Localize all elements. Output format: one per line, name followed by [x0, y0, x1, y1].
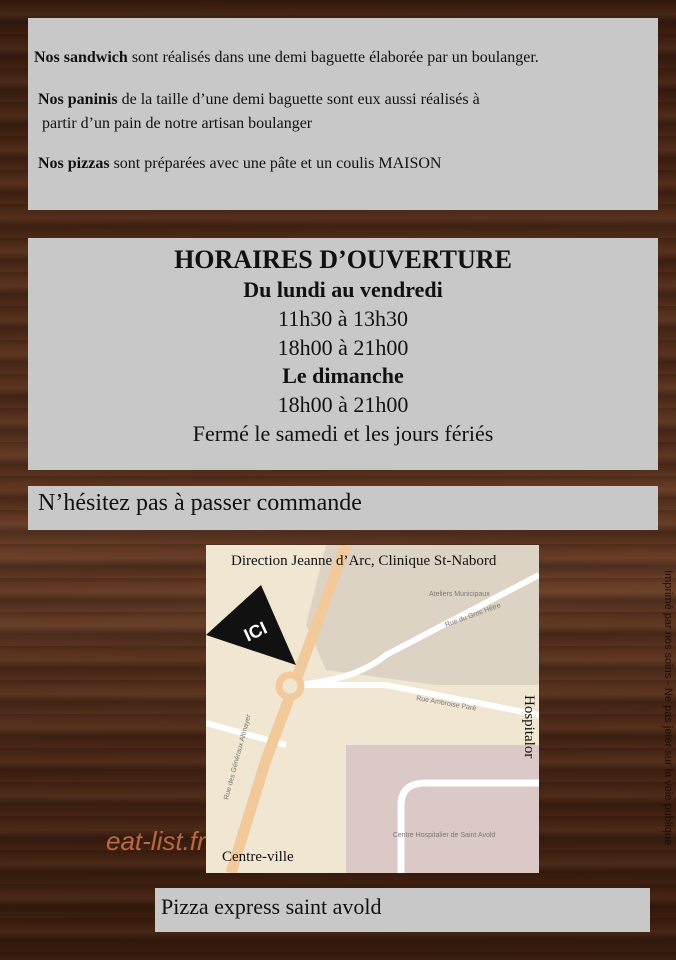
pizza-paragraph	[34, 152, 658, 176]
weekday-slot-1: 11h30 à 13h30	[278, 306, 408, 331]
sandwich-paragraph	[34, 46, 658, 70]
intro-panel	[28, 18, 658, 210]
main-road	[231, 545, 346, 873]
panini-heading: Nos paninis	[38, 91, 118, 108]
pizza-text: sont préparées avec une pâte et un coulis MAISON	[109, 155, 442, 172]
side-print-text: Imprimé par nos soins - Ne pas jeter sur la voie publique	[662, 570, 674, 846]
weekday-slot-2: 18h00 à 21h00	[277, 335, 409, 360]
centre-ville-label: Centre-ville	[222, 849, 294, 865]
sunday-label: Le dimanche	[282, 363, 404, 388]
hospital-area	[346, 745, 539, 873]
sandwich-heading: Nos sandwich	[34, 49, 128, 66]
sunday-slot: 18h00 à 21h00	[277, 392, 409, 417]
street-centre-hospitalier: Centre Hospitalier de Saint Avold	[392, 832, 496, 839]
panini-paragraph	[34, 88, 658, 136]
here-marker-label: ICI	[240, 617, 271, 646]
street-ambroise-pare: Rue Ambroise Paré	[415, 695, 477, 713]
watermark: eat-list.fr	[106, 826, 206, 856]
street-ateliers: Ateliers Municipaux	[429, 591, 490, 598]
footer-banner: Pizza express saint avold	[155, 888, 650, 932]
map-drawing	[206, 545, 539, 873]
panini-text-line2: partir d’un pain de notre artisan boulanger	[42, 115, 313, 132]
hospital-label: Hospitalor	[521, 695, 537, 759]
weekday-label: Du lundi au vendredi	[243, 277, 443, 302]
opening-hours-panel	[28, 238, 658, 470]
pizza-heading: Nos pizzas	[38, 155, 110, 172]
order-banner: N’hésitez pas à passer commande	[28, 486, 658, 530]
sandwich-text: sont réalisés dans une demi baguette élaborée par un boulanger.	[127, 49, 539, 66]
hours-title: HORAIRES D’OUVERTURE	[174, 245, 512, 274]
street-generaux: Rue des Généraux Altmayer	[223, 713, 253, 801]
location-map	[206, 545, 539, 873]
roundabout	[279, 675, 301, 697]
direction-label: Direction Jeanne d’Arc, Clinique St-Nabord	[231, 553, 497, 569]
street-gros-hetre: Rue du Gros Hêtre	[444, 602, 502, 629]
panini-text: de la taille d’une demi baguette sont eux aussi réalisés à	[117, 91, 480, 108]
closed-note: Fermé le samedi et les jours fériés	[192, 421, 494, 446]
